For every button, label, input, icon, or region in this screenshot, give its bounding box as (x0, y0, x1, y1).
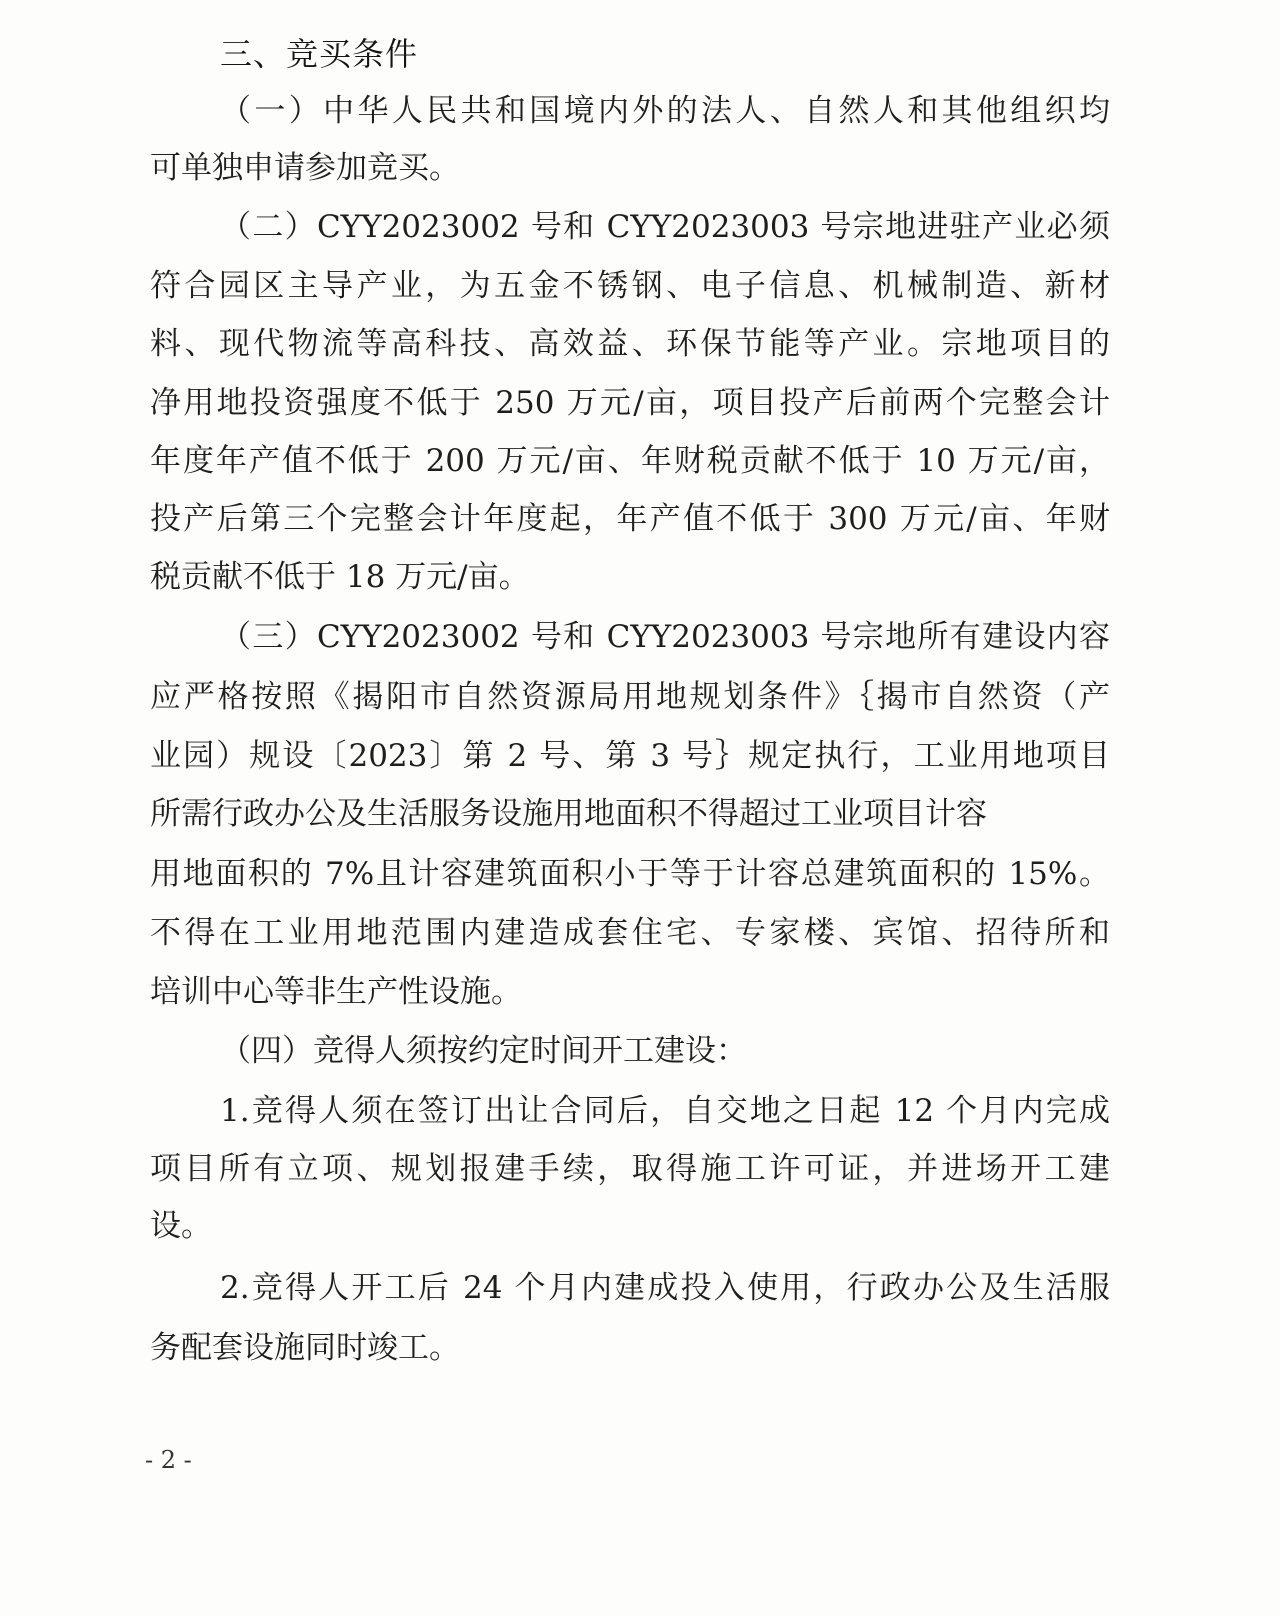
paragraph-3-line-1: （三）CYY2023002 号和 CYY2023003 号宗地所有建设内容 (220, 619, 1110, 655)
paragraph-6-line-2: 务配套设施同时竣工。 (150, 1330, 460, 1366)
paragraph-1-line-1: （一）中华人民共和国境内外的法人、自然人和其他组织均 (220, 93, 1110, 129)
paragraph-2-line-4: 净用地投资强度不低于 250 万元/亩，项目投产后前两个完整会计 (150, 385, 1110, 421)
paragraph-3-line-6: 不得在工业用地范围内建造成套住宅、专家楼、宾馆、招待所和 (150, 915, 1110, 951)
page-number: - 2 - (145, 1446, 192, 1474)
paragraph-2-line-3: 料、现代物流等高科技、高效益、环保节能等产业。宗地项目的 (150, 326, 1110, 362)
paragraph-2-line-7: 税贡献不低于 18 万元/亩。 (150, 559, 530, 595)
paragraph-3-line-5: 用地面积的 7%且计容建筑面积小于等于计容总建筑面积的 15%。 (150, 856, 1110, 892)
paragraph-3-line-2: 应严格按照《揭阳市自然资源局用地规划条件》｛揭市自然资（产 (150, 679, 1110, 715)
paragraph-6-line-1: 2.竞得人开工后 24 个月内建成投入使用，行政办公及生活服 (220, 1270, 1110, 1306)
paragraph-5-line-3: 设。 (150, 1208, 212, 1244)
paragraph-3-line-3: 业园）规设〔2023〕第 2 号、第 3 号｝规定执行，工业用地项目 (150, 738, 1110, 774)
paragraph-1-line-2: 可单独申请参加竞买。 (150, 150, 460, 186)
paragraph-2-line-6: 投产后第三个完整会计年度起，年产值不低于 300 万元/亩、年财 (150, 501, 1110, 537)
section-heading: 三、竞买条件 (220, 35, 419, 73)
paragraph-3-line-4: 所需行政办公及生活服务设施用地面积不得超过工业项目计容 (150, 796, 987, 832)
paragraph-2-line-2: 符合园区主导产业，为五金不锈钢、电子信息、机械制造、新材 (150, 268, 1110, 304)
paragraph-4-line-1: （四）竞得人须按约定时间开工建设： (220, 1033, 747, 1069)
paragraph-3-line-7: 培训中心等非生产性设施。 (150, 974, 522, 1010)
paragraph-5-line-2: 项目所有立项、规划报建手续，取得施工许可证，并进场开工建 (150, 1151, 1110, 1187)
paragraph-2-line-1: （二）CYY2023002 号和 CYY2023003 号宗地进驻产业必须 (220, 209, 1110, 245)
paragraph-5-line-1: 1.竞得人须在签订出让合同后，自交地之日起 12 个月内完成 (220, 1093, 1110, 1129)
paragraph-2-line-5: 年度年产值不低于 200 万元/亩、年财税贡献不低于 10 万元/亩， (150, 443, 1110, 479)
